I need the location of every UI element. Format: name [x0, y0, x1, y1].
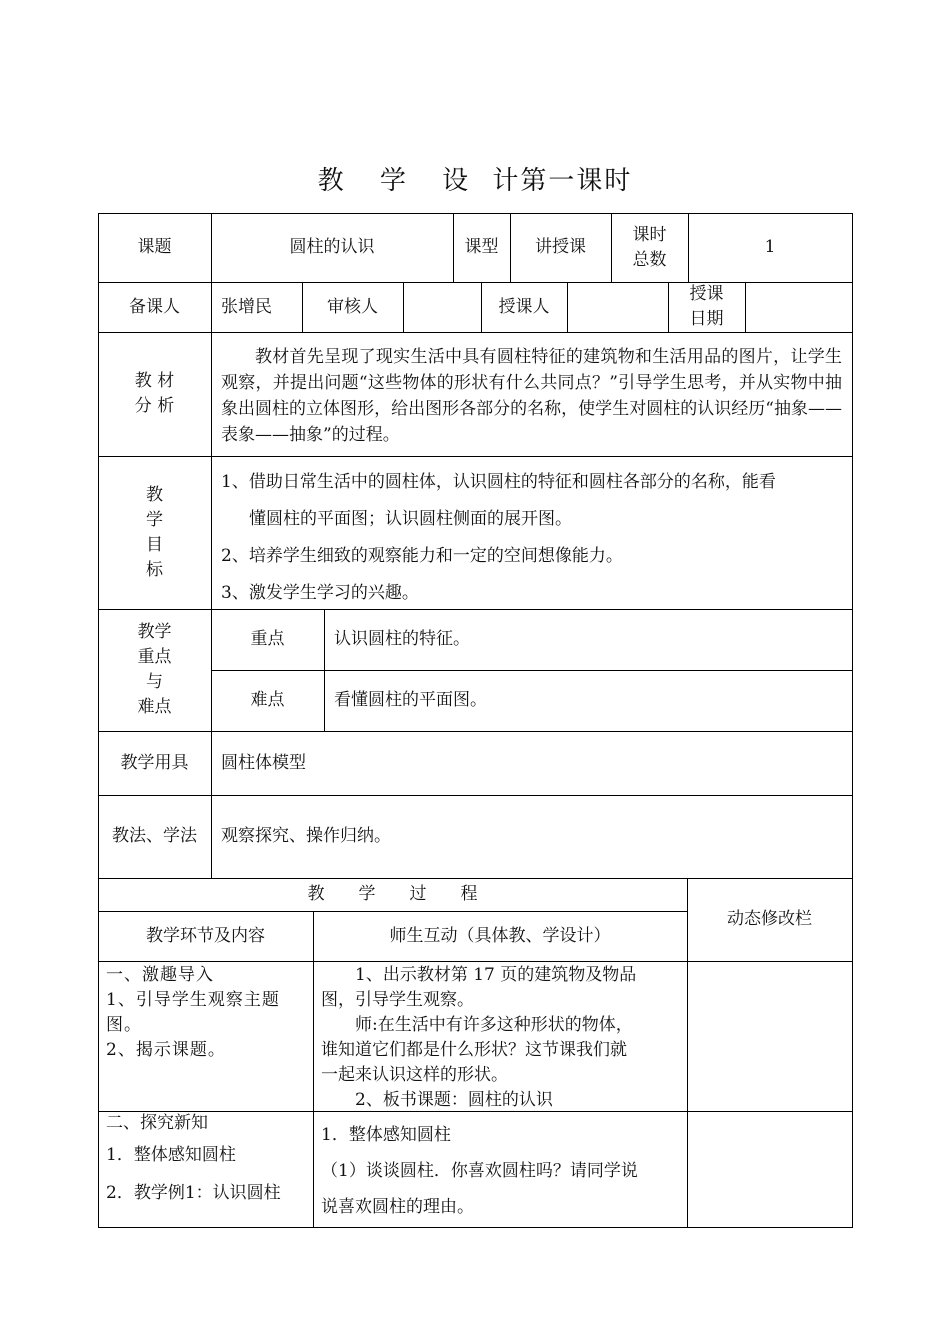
goals-label: 教 学 目 标: [146, 484, 163, 580]
methods-label: 教法、学法: [112, 826, 197, 846]
row2-stage: 二、探究新知 1．整体感知圆柱 2．教学例1：认识圆柱: [106, 1113, 281, 1203]
analysis-label: 教 材 分 析: [134, 371, 175, 416]
process-heading: 教 学 过 程: [307, 884, 478, 904]
preparer-label: 备课人: [129, 296, 180, 317]
date-label: 授课 日期: [689, 284, 724, 329]
keypoints-label: 教学 重点 与 难点: [137, 622, 172, 717]
hard-label: 难点: [250, 690, 285, 710]
topic-label: 课题: [137, 237, 172, 257]
hours-value: 1: [764, 237, 776, 257]
row2-interaction: 1．整体感知圆柱 （1）谈谈圆柱．你喜欢圆柱吗？请同学说 说喜欢圆柱的理由。: [321, 1125, 638, 1217]
preparer-value: 张增民: [221, 296, 272, 317]
dynamic-revision-label: 动态修改栏: [727, 909, 812, 929]
type-value: 讲授课: [535, 237, 586, 257]
reviewer-label: 审核人: [327, 296, 378, 317]
page-title: 教 学 设 计第一课时: [317, 166, 633, 196]
topic-value: 圆柱的认识: [289, 237, 375, 257]
goal-item: 懂圆柱的平面图；认识圆柱侧面的展开图。: [249, 509, 572, 529]
hours-label: 课时 总数: [632, 224, 667, 270]
tools-label: 教学用具: [120, 752, 189, 773]
key-value: 认识圆柱的特征。: [334, 629, 470, 649]
goal-item: 2、培养学生细致的观察能力和一定的空间想像能力。: [221, 546, 623, 566]
row1-stage: 一、激趣导入 1、引导学生观察主题 图。 2、揭示课题。: [106, 965, 280, 1060]
tools-value: 圆柱体模型: [221, 752, 306, 773]
col-stage-content: 教学环节及内容: [146, 925, 265, 946]
key-label: 重点: [250, 629, 285, 649]
col-interaction: 师生互动（具体教、学设计）: [389, 925, 611, 946]
goals-list: [211, 456, 852, 609]
analysis-text: 教材首先呈现了现实生活中具有圆柱特征的建筑物和生活用品的图片，让学生观察，并提出问题“这些物体的形状有什么共同点？”引导学生思考，并从实物中抽象出圆柱的立体图形，给出图形各部分的名称，使学生对圆柱的认识经历“抽象——表象——抽象”的过程。: [221, 347, 842, 445]
goal-item: 1、借助日常生活中的圆柱体，认识圆柱的特征和圆柱各部分的名称，能看: [221, 472, 776, 492]
teacher-value: [567, 282, 668, 332]
row1-interaction: 1、出示教材第 17 页的建筑物及物品 图，引导学生观察。 师:在生活中有许多这种形状的物体， 谁知道它们都是什么形状？这节课我们就 一起来认识这样的形状。 2、板书课题：圆柱的认识: [321, 965, 637, 1110]
goal-item: 3、激发学生学习的兴趣。: [221, 583, 419, 603]
reviewer-value: [403, 282, 481, 332]
date-value: [745, 282, 852, 332]
hard-value: 看懂圆柱的平面图。: [334, 690, 487, 710]
methods-value: 观察探究、操作归纳。: [221, 826, 391, 846]
teacher-label: 授课人: [498, 296, 550, 317]
type-label: 课型: [464, 237, 499, 257]
